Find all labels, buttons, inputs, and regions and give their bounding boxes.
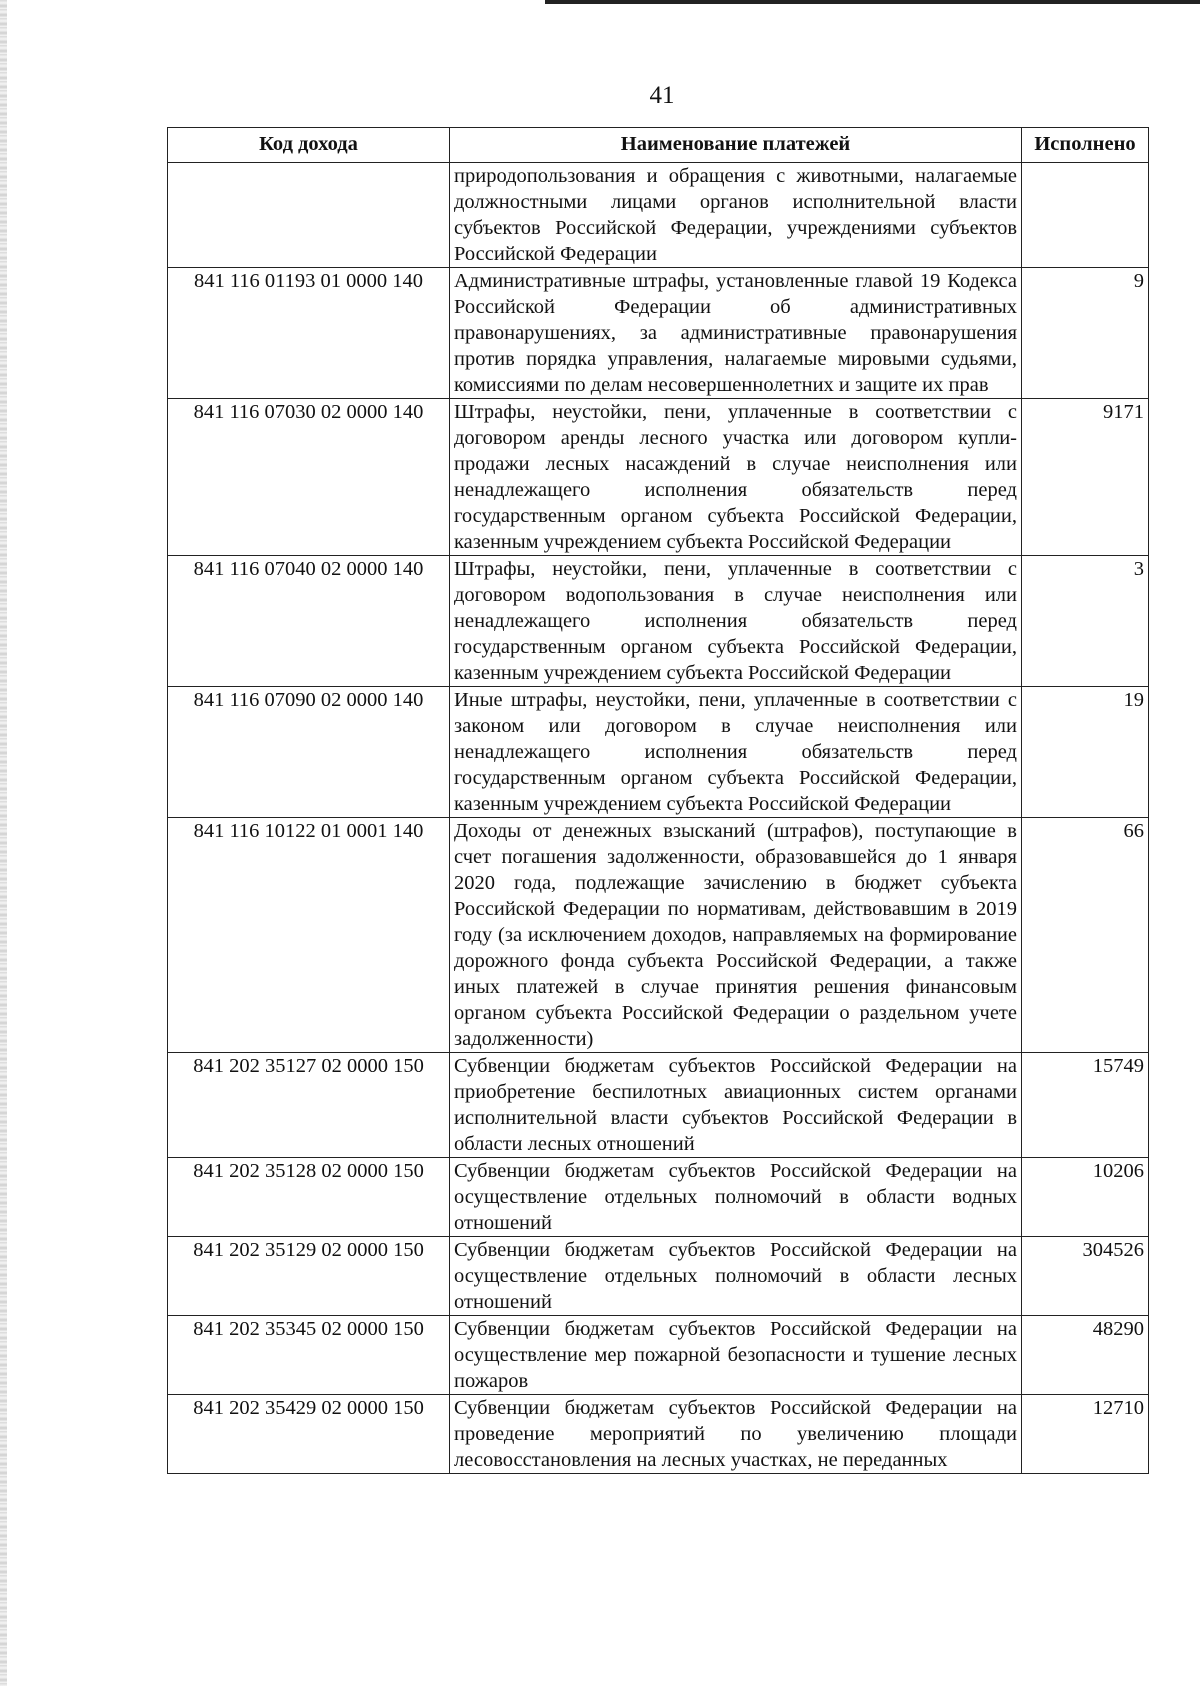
table-row (168, 268, 1149, 399)
revenue-code (168, 163, 450, 268)
table-row (168, 1053, 1149, 1158)
payment-name: Субвенции бюджетам субъектов Российской Федерации на осуществление отдельных полномочий в области лесных отношений (450, 1237, 1022, 1316)
revenue-code: 841 202 35127 02 0000 150 (168, 1053, 450, 1158)
executed-amount: 304526 (1022, 1237, 1149, 1316)
executed-amount: 66 (1022, 818, 1149, 1053)
executed-amount: 3 (1022, 556, 1149, 687)
header-name: Наименование платежей (450, 128, 1022, 163)
table-row (168, 399, 1149, 556)
top-rule (545, 0, 1200, 4)
revenue-code: 841 116 07040 02 0000 140 (168, 556, 450, 687)
revenue-table (167, 127, 1149, 1474)
payment-name: Доходы от денежных взысканий (штрафов), поступающие в счет погашения задолженности, образовавшейся до 1 января 2020 года, подлежащие зачислению в бюджет субъекта Российской Федерации по нормативам, действовавшим в 2019 году (за исключением доходов, направляемых на формирование дорожного фонда субъекта Российской Федерации, а также иных платежей в случае принятия решения финансовым органом субъекта Российской Федерации о раздельном учете задолженности) (450, 818, 1022, 1053)
table-row (168, 818, 1149, 1053)
table-header-row (168, 128, 1149, 163)
table-row (168, 1316, 1149, 1395)
scan-edge (0, 0, 7, 1686)
executed-amount: 9171 (1022, 399, 1149, 556)
payment-name: Административные штрафы, установленные главой 19 Кодекса Российской Федерации об административных правонарушениях, за административные правонарушения против порядка управления, налагаемые мировыми судьями, комиссиями по делам несовершеннолетних и защите их прав (450, 268, 1022, 399)
table-row (168, 163, 1149, 268)
executed-amount: 15749 (1022, 1053, 1149, 1158)
payment-name: Субвенции бюджетам субъектов Российской Федерации на приобретение беспилотных авиационных систем органами исполнительной власти субъектов Российской Федерации в области лесных отношений (450, 1053, 1022, 1158)
revenue-code: 841 116 01193 01 0000 140 (168, 268, 450, 399)
header-value: Исполнено (1022, 128, 1149, 163)
payment-name: Субвенции бюджетам субъектов Российской Федерации на осуществление мер пожарной безопасности и тушение лесных пожаров (450, 1316, 1022, 1395)
table-row (168, 1158, 1149, 1237)
payment-name: Субвенции бюджетам субъектов Российской Федерации на проведение мероприятий по увеличению площади лесовосстановления на лесных участках, не переданных (450, 1395, 1022, 1474)
payment-name: Штрафы, неустойки, пени, уплаченные в соответствии с договором водопользования в случае неисполнения или ненадлежащего исполнения обязательств перед государственным органом субъекта Российской Федерации, казенным учреждением субъекта Российской Федерации (450, 556, 1022, 687)
table-row (168, 1237, 1149, 1316)
page-number: 41 (649, 82, 675, 109)
table-row (168, 687, 1149, 818)
payment-name: природопользования и обращения с животными, налагаемые должностными лицами органов исполнительной власти субъектов Российской Федерации, учреждениями субъектов Российской Федерации (450, 163, 1022, 268)
executed-amount: 9 (1022, 268, 1149, 399)
revenue-code: 841 116 10122 01 0001 140 (168, 818, 450, 1053)
payment-name: Иные штрафы, неустойки, пени, уплаченные в соответствии с законом или договором в случае неисполнения или ненадлежащего исполнения обязательств перед государственным органом субъекта Российской Федерации, казенным учреждением субъекта Российской Федерации (450, 687, 1022, 818)
executed-amount: 10206 (1022, 1158, 1149, 1237)
table-row (168, 556, 1149, 687)
executed-amount: 19 (1022, 687, 1149, 818)
payment-name: Субвенции бюджетам субъектов Российской Федерации на осуществление отдельных полномочий в области водных отношений (450, 1158, 1022, 1237)
executed-amount (1022, 163, 1149, 268)
table-row (168, 1395, 1149, 1474)
header-code: Код дохода (168, 128, 450, 163)
revenue-code: 841 202 35129 02 0000 150 (168, 1237, 450, 1316)
revenue-code: 841 202 35128 02 0000 150 (168, 1158, 450, 1237)
revenue-code: 841 116 07090 02 0000 140 (168, 687, 450, 818)
revenue-code: 841 202 35345 02 0000 150 (168, 1316, 450, 1395)
revenue-code: 841 116 07030 02 0000 140 (168, 399, 450, 556)
payment-name: Штрафы, неустойки, пени, уплаченные в соответствии с договором аренды лесного участка или договором купли-продажи лесных насаждений в случае неисполнения или ненадлежащего исполнения обязательств перед государственным органом субъекта Российской Федерации, казенным учреждением субъекта Российской Федерации (450, 399, 1022, 556)
revenue-code: 841 202 35429 02 0000 150 (168, 1395, 450, 1474)
executed-amount: 12710 (1022, 1395, 1149, 1474)
executed-amount: 48290 (1022, 1316, 1149, 1395)
